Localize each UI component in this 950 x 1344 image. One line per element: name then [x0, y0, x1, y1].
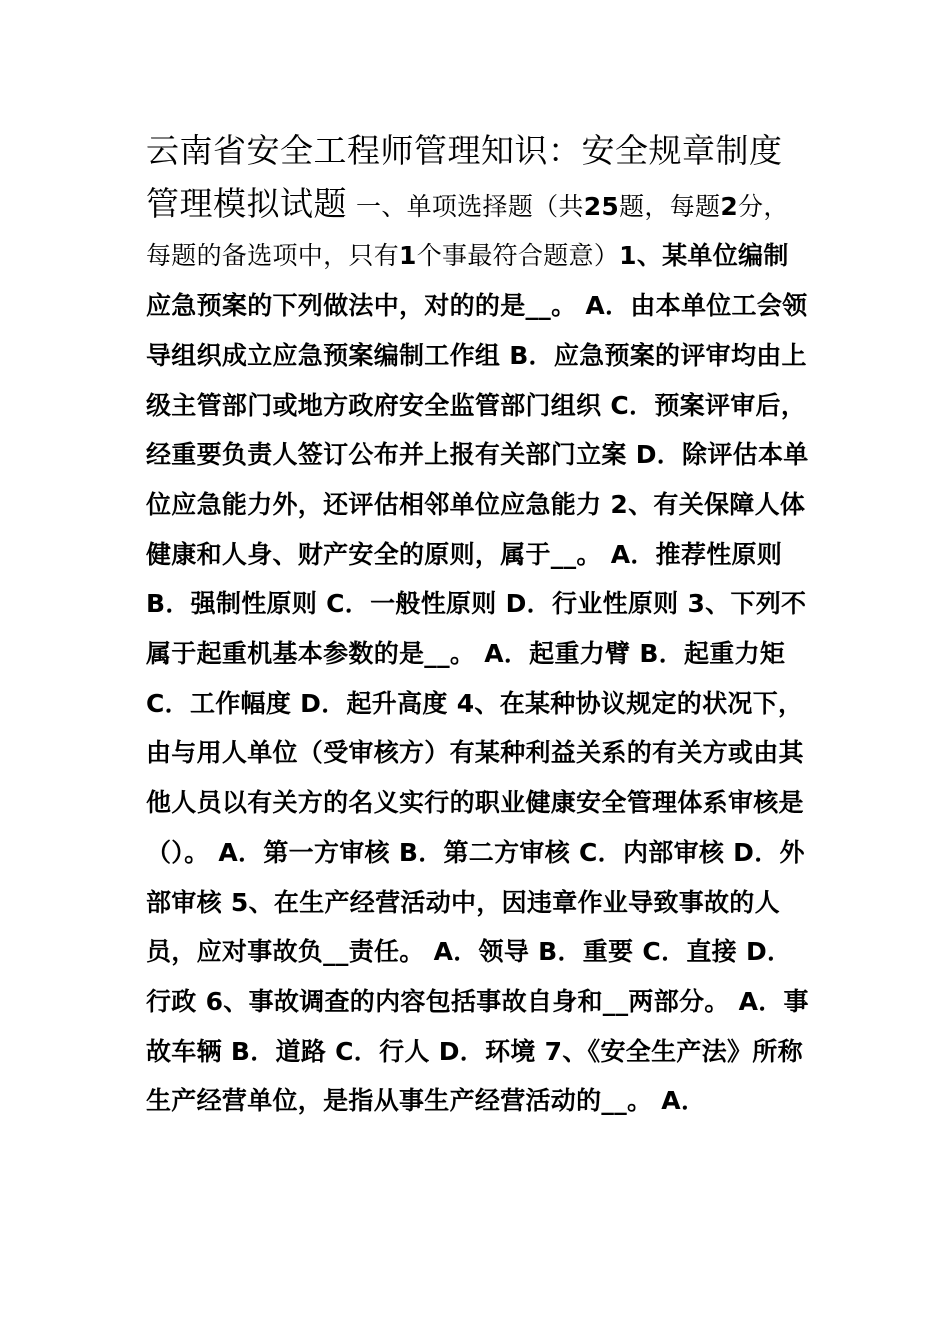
section-heading-rest-2: 分，每题的备选项中，只有 — [146, 191, 789, 271]
one-value: 1 — [399, 241, 417, 271]
section-heading-end: 个事最符合题意） — [416, 241, 620, 271]
section-heading-rest: 题，每题 — [619, 191, 721, 221]
questions-text: 1、某单位编制应急预案的下列做法中，对的的是__。 A．由本单位工会领导组织成立应急预案编制工作组 B．应急预案的评审均由上级主管部门或地方政府安全监管部门组织 C．预案评审后，经重要负责人签订公布并上报有关部门立案 D．除评估本单位应急能力外，还评估相邻单位应急能力 2、有关保障人体健康和人身、财产安全的原则，属于__。 A．推荐性原则 B．强制性原则 C．一般性原则 D．行业性原则 3、下列不属于起重机基本参数的是__。 A．起重力臂 B．起重力矩 C．工作幅度 D．起升高度 4、在某种协议规定的状况下，由与用人单位（受审核方）有某种利益关系的有关方或由其他人员以有关方的名义实行的职业健康安全管理体系审核是（）。 A．第一方审核 B．第二方审核 C．内部审核 D．外部审核 5、在生产经营活动中，因违章作业导致事故的人员，应对事故负__责任。 A．领导 B．重要 C．直接 D．行政 6、事故调查的内容包括事故自身和__两部分。 A．事故车辆 B．道路 C．行人 D．环境 7、《安全生产法》所称生产经营单位，是指从事生产经营活动的__。 A． — [146, 241, 809, 1116]
points-value: 2 — [720, 191, 739, 221]
section-heading: 一、单项选择题（共 — [356, 191, 584, 221]
document-body — [146, 126, 811, 1126]
question-count: 25 — [583, 191, 620, 221]
document-title: 云南省安全工程师管理知识：安全规章制度管理模拟试题 — [146, 131, 783, 223]
